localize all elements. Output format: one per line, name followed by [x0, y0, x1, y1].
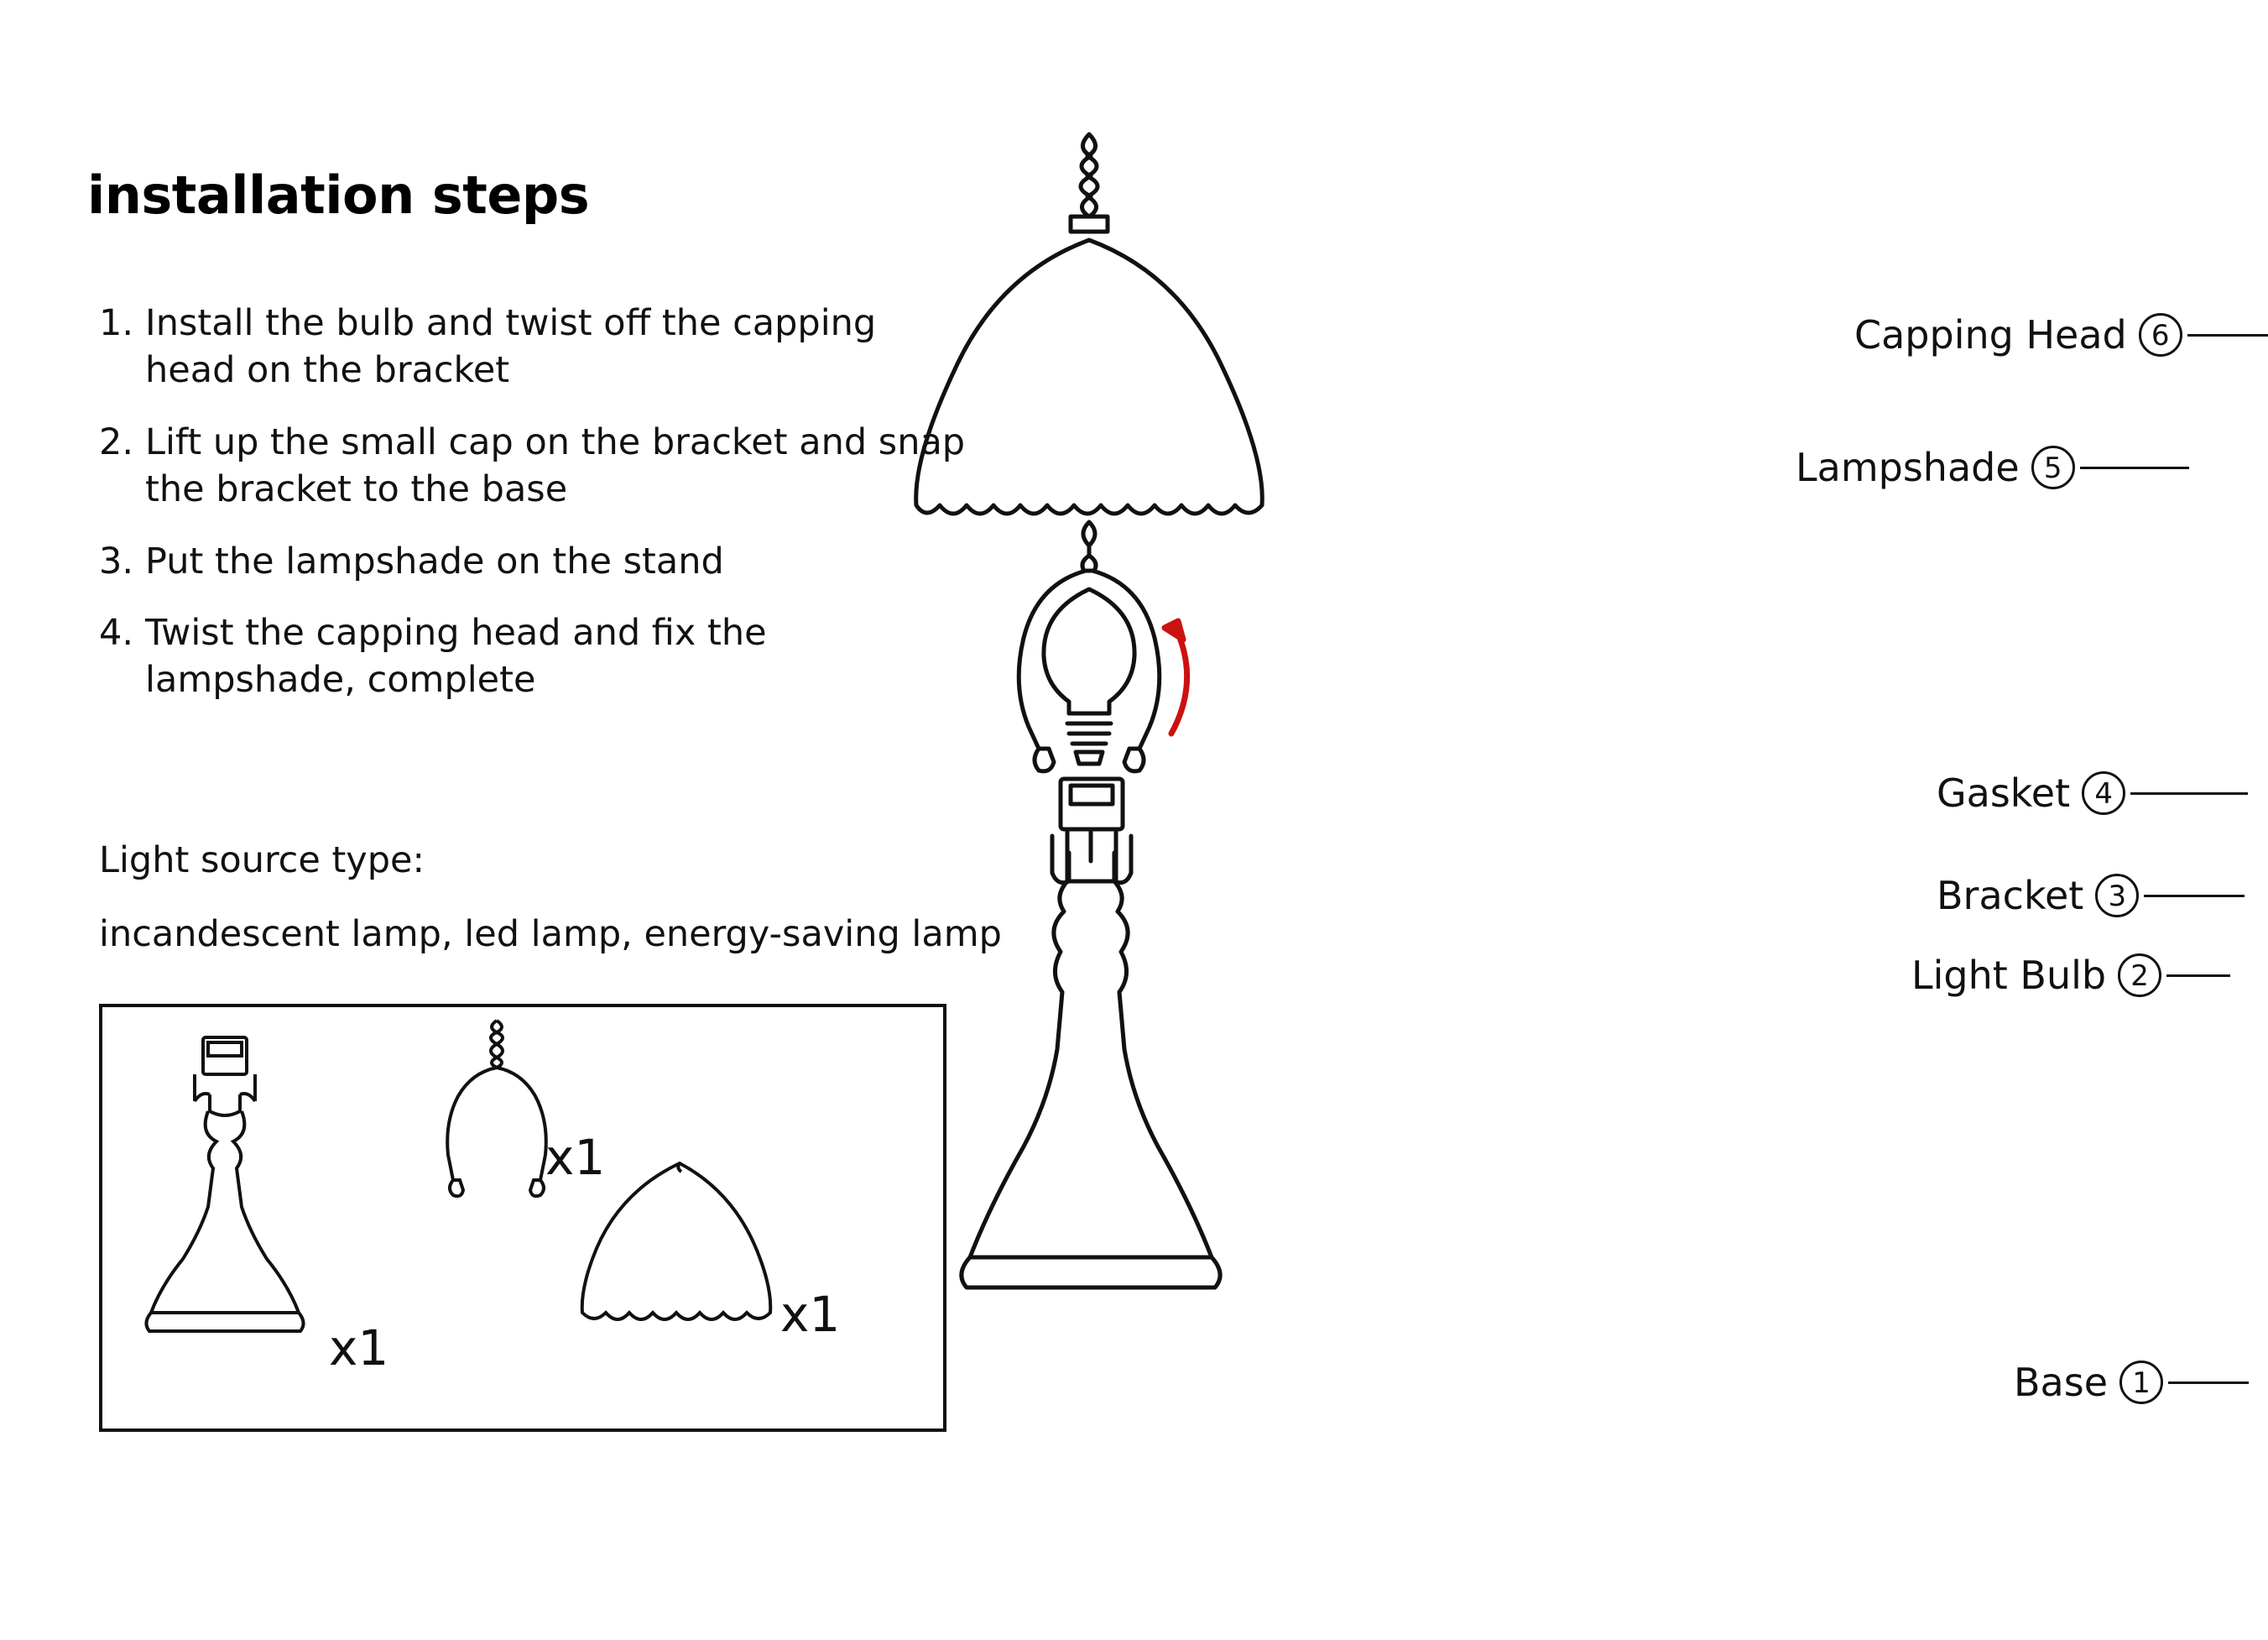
callout-capping-head	[1854, 312, 2268, 358]
part-qty-bracket: x1	[545, 1129, 606, 1186]
callout-label: Light Bulb	[1911, 953, 2107, 998]
callout-base	[2014, 1360, 2249, 1405]
page-title: installation steps	[87, 165, 590, 226]
step-text: Put the lampshade on the stand	[145, 540, 724, 582]
callout-light-bulb	[1911, 953, 2230, 998]
light-source-value: incandescent lamp, led lamp, energy-saving lamp	[99, 913, 1002, 955]
part-qty-base: x1	[329, 1319, 389, 1376]
socket-illustration	[1052, 779, 1131, 883]
leader-line	[2080, 467, 2189, 469]
light-source-label: Light source type:	[99, 839, 425, 881]
leader-line	[2168, 1381, 2249, 1384]
list-item	[99, 300, 972, 394]
part-lampshade-illustration	[582, 1163, 771, 1319]
leader-line	[2130, 792, 2248, 795]
callout-label: Base	[2014, 1360, 2109, 1405]
step-text: Lift up the small cap on the bracket and snap the bracket to the base	[145, 420, 966, 510]
callout-number: 3	[2095, 874, 2139, 917]
callout-label: Gasket	[1937, 770, 2071, 816]
callout-number: 5	[2031, 446, 2075, 489]
steps-list	[99, 300, 972, 729]
callout-number: 2	[2118, 953, 2161, 997]
callout-bracket	[1937, 873, 2245, 918]
list-item	[99, 420, 972, 514]
leader-line	[2187, 334, 2268, 337]
base-illustration	[962, 881, 1220, 1287]
step-number: 4.	[99, 612, 134, 655]
callout-label: Bracket	[1937, 873, 2084, 918]
lamp-exploded-diagram	[889, 126, 2170, 1637]
parts-box	[99, 1004, 946, 1432]
leader-line	[2166, 974, 2230, 977]
leader-line	[2144, 895, 2245, 897]
gasket-illustration	[1083, 522, 1095, 556]
lampshade-illustration	[916, 240, 1263, 514]
part-qty-lampshade: x1	[780, 1286, 841, 1343]
twist-arrow-icon	[1165, 621, 1187, 734]
part-base-illustration	[146, 1037, 303, 1331]
step-number: 1.	[99, 302, 134, 344]
callout-lampshade	[1796, 445, 2189, 490]
step-number: 3.	[99, 540, 134, 582]
list-item	[99, 539, 972, 586]
part-bracket-illustration	[447, 1021, 546, 1196]
callout-number: 4	[2082, 771, 2125, 815]
callout-number: 6	[2139, 313, 2182, 357]
callout-gasket	[1937, 770, 2248, 816]
step-text: Install the bulb and twist off the capping head on the bracket	[145, 302, 877, 391]
step-text: Twist the capping head and fix the lampshade, complete	[145, 612, 767, 702]
callout-number: 1	[2119, 1361, 2163, 1404]
capping-head-illustration	[1071, 134, 1108, 232]
step-number: 2.	[99, 420, 134, 463]
callout-label: Capping Head	[1854, 312, 2127, 358]
callout-label: Lampshade	[1796, 445, 2020, 490]
light-bulb-illustration	[1044, 589, 1134, 764]
list-item	[99, 610, 972, 704]
